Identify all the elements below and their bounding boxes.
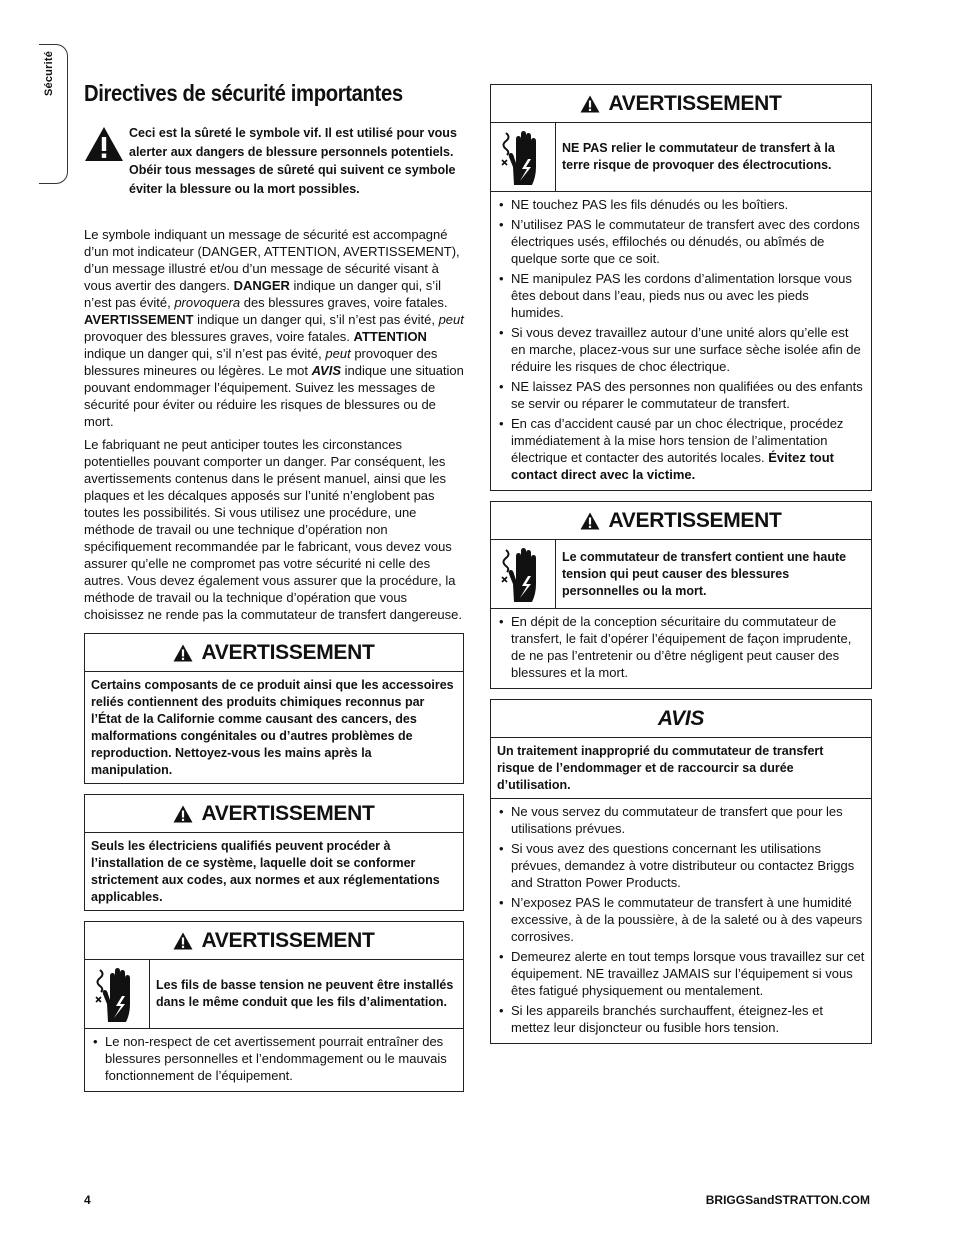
bullet-list — [491, 609, 871, 688]
warning-box-title: AVERTISSEMENT — [201, 640, 375, 664]
warning-box-grounding — [490, 84, 872, 491]
notice-box — [490, 699, 872, 1044]
manufacturer-paragraph: Le fabriquant ne peut anticiper toutes les circonstances potentielles pouvant comporter un danger. Par conséquent, les avertissements contenus dans le présent manuel, ainsi que les plaques et les décalques apposés sur l’unité n’englobent pas toutes les possibilités. Si vous utilisez une procédure, une méthode de travail ou une technique d’opération non spécifiquement recommandée par le fabricant, vous devez vous assurer qu’elle ne compromet pas votre sécurité ni celle des autres. Vous devez également vous assurer que la procédure, la méthode de travail ou la technique d’opération que vous choisissez ne rende pas la commutateur de transfert dangereuse. — [84, 437, 462, 622]
page-number: 4 — [84, 1193, 91, 1207]
notice-box-text: Un traitement inapproprié du commutateur de transfert risque de l’endommager et de raccourcir sa durée d’utilisation. — [491, 738, 871, 799]
text-run: provoquera — [174, 295, 241, 310]
list-item: • Si les appareils branchés surchauffent, éteignez-les et mettez leur disjoncteur ou fusible hors tension. — [497, 1002, 865, 1036]
list-item — [497, 415, 865, 483]
warning-box-california — [84, 633, 464, 784]
electric-shock-hand-icon — [498, 127, 548, 187]
text-run: peut — [325, 346, 351, 361]
text-run: indique un danger qui, s’il n’est pas évité, — [193, 312, 439, 327]
electric-shock-hand-icon — [92, 964, 142, 1024]
page-title: Directives de sécurité importantes — [84, 80, 403, 106]
warning-box-title: AVERTISSEMENT — [608, 91, 782, 115]
pictogram-row — [491, 540, 871, 609]
warning-box-header — [491, 502, 871, 540]
warning-triangle-icon — [580, 512, 600, 530]
list-item: • Ne vous servez du commutateur de transfert que pour les utilisations prévues. — [497, 803, 865, 837]
warning-box-header — [491, 85, 871, 123]
text-run: provoquer des blessures graves, voire fatales. — [84, 329, 354, 344]
warning-box-title: AVERTISSEMENT — [201, 801, 375, 825]
intro-bold-text: Ceci est la sûreté le symbole vif. Il est utilisé pour vous alerter aux dangers de blessure personnels potentiels. Obéir tous messages de sûreté qui suivent ce symbole éviter la blessure ou la mort possibles. — [129, 126, 457, 196]
website-url[interactable]: BRIGGSandSTRATTON.COM — [705, 1193, 870, 1207]
pictogram-text: Le commutateur de transfert contient une haute tension qui peut causer des blessures personnelles ou la mort. — [562, 549, 847, 598]
safety-symbol-intro — [84, 124, 464, 220]
text-run: AVIS — [311, 363, 342, 378]
list-item: • NE manipulez PAS les cordons d’alimentation lorsque vous êtes debout dans l’eau, pieds nus ou avec les pieds humides. — [497, 270, 865, 321]
pictogram-row — [491, 123, 871, 192]
right-column — [490, 84, 872, 1044]
text-run: Le symbole indiquant un message de sécurité est accompagné d’un mot indicateur (DANGER, ATTENTION, AVERTISSEMENT), d’un message illustré et/ou d’un message de sécurité visant à vous avertir des dangers. — [84, 227, 460, 293]
warning-box-header — [85, 634, 463, 672]
warning-box-high-voltage — [490, 501, 872, 689]
warning-box-text: Certains composants de ce produit ainsi que les accessoires reliés contiennent des produits chimiques reconnus par l’État de la Californie comme causant des cancers, des malformations congénitales ou d’autres problèmes de reproduction. Nettoyez-vous les mains après la manipulation. — [91, 678, 454, 777]
warning-box-title: AVERTISSEMENT — [201, 928, 375, 952]
warning-box-header — [85, 922, 463, 960]
list-item: • En dépit de la conception sécuritaire du commutateur de transfert, le fait d’opérer l’équipement de façon imprudente, de ne pas l’entretenir ou d’être négligent peut causer des blessures et la mort. — [497, 613, 865, 681]
list-item: • NE laissez PAS des personnes non qualifiées ou des enfants se servir ou réparer le commutateur de transfert. — [497, 378, 865, 412]
text-run: ATTENTION — [353, 329, 427, 344]
warning-box-electricians — [84, 794, 464, 911]
left-column — [84, 124, 464, 1092]
list-item: • N’utilisez PAS le commutateur de transfert avec des cordons électriques usés, effilochés ou dénudés, ou abîmés de quelque sorte que ce soit. — [497, 216, 865, 267]
list-item: • Si vous avez des questions concernant les utilisations prévues, demandez à votre distributeur ou contactez Briggs and Stratton Power Products. — [497, 840, 865, 891]
bullet-list — [491, 192, 871, 490]
list-item: • Si vous devez travaillez autour d’une unité alors qu’elle est en marche, placez-vous sur une surface sèche isolée afin de réduire les risques de choc électrique. — [497, 324, 865, 375]
text-run: indique une situation pouvant endommager l’équipement. Suivez les messages de sécurité pour éviter ou réduire les risques de blessures ou de mort. — [84, 363, 464, 429]
warning-box-low-voltage — [84, 921, 464, 1092]
text-run: DANGER — [233, 278, 290, 293]
pictogram-cell — [85, 960, 150, 1028]
warning-triangle-icon — [173, 805, 193, 823]
signal-words-paragraph — [84, 226, 464, 430]
warning-triangle-icon — [580, 95, 600, 113]
text-run: En cas d’accident causé par un choc électrique, procédez immédiatement à la mise hors tension de l’alimentation électrique et contacter des autorités locales. — [511, 416, 844, 465]
text-run: provoquer des blessures mineures ou légères. Le mot — [84, 346, 438, 378]
bullet-list — [491, 799, 871, 1043]
pictogram-row — [85, 960, 463, 1029]
warning-box-title: AVERTISSEMENT — [608, 508, 782, 532]
text-run: indique un danger qui, s’il n’est pas évité, — [84, 346, 326, 361]
warning-box-header — [85, 795, 463, 833]
list-item: • Le non-respect de cet avertissement pourrait entraîner des blessures personnelles et l’endommagement ou le mauvais fonctionnement de l’équipement. — [91, 1033, 457, 1084]
electric-shock-hand-icon — [498, 544, 548, 604]
warning-box-text: Seuls les électriciens qualifiés peuvent procéder à l’installation de ce système, laquelle doit se conformer strictement aux codes, aux normes et aux réglementations applicables. — [91, 839, 440, 904]
notice-box-header — [491, 700, 871, 738]
text-run: peut — [438, 312, 464, 327]
warning-triangle-icon — [84, 126, 124, 162]
text-run: Évitez tout contact direct avec la victime. — [511, 450, 834, 482]
pictogram-text: Les fils de basse tension ne peuvent être installés dans le même conduit que les fils d’alimentation. — [156, 978, 454, 1009]
list-item: • Demeurez alerte en tout temps lorsque vous travaillez sur cet équipement. NE travaillez JAMAIS sur l’équipement si vous êtes fatigué physiquement ou mentalement. — [497, 948, 865, 999]
bullet-list — [85, 1029, 463, 1091]
list-item: • N’exposez PAS le commutateur de transfert à une humidité excessive, à de la poussière, à de la saleté ou à des vapeurs corrosives. — [497, 894, 865, 945]
section-tab — [39, 44, 68, 184]
warning-triangle-icon — [173, 644, 193, 662]
section-tab-label: Sécurité — [43, 51, 55, 97]
pictogram-cell — [491, 540, 556, 608]
text-run: AVERTISSEMENT — [84, 312, 194, 327]
text-run: des blessures graves, voire fatales. — [240, 295, 448, 310]
warning-triangle-icon — [173, 932, 193, 950]
text-run: indique un danger qui, s’il n’est pas évité, — [84, 278, 441, 310]
notice-box-title: AVIS — [657, 706, 705, 730]
list-item: • NE touchez PAS les fils dénudés ou les boîtiers. — [497, 196, 865, 213]
pictogram-text: NE PAS relier le commutateur de transfert à la terre risque de provoquer des électrocutions. — [562, 141, 835, 172]
pictogram-cell — [491, 123, 556, 191]
